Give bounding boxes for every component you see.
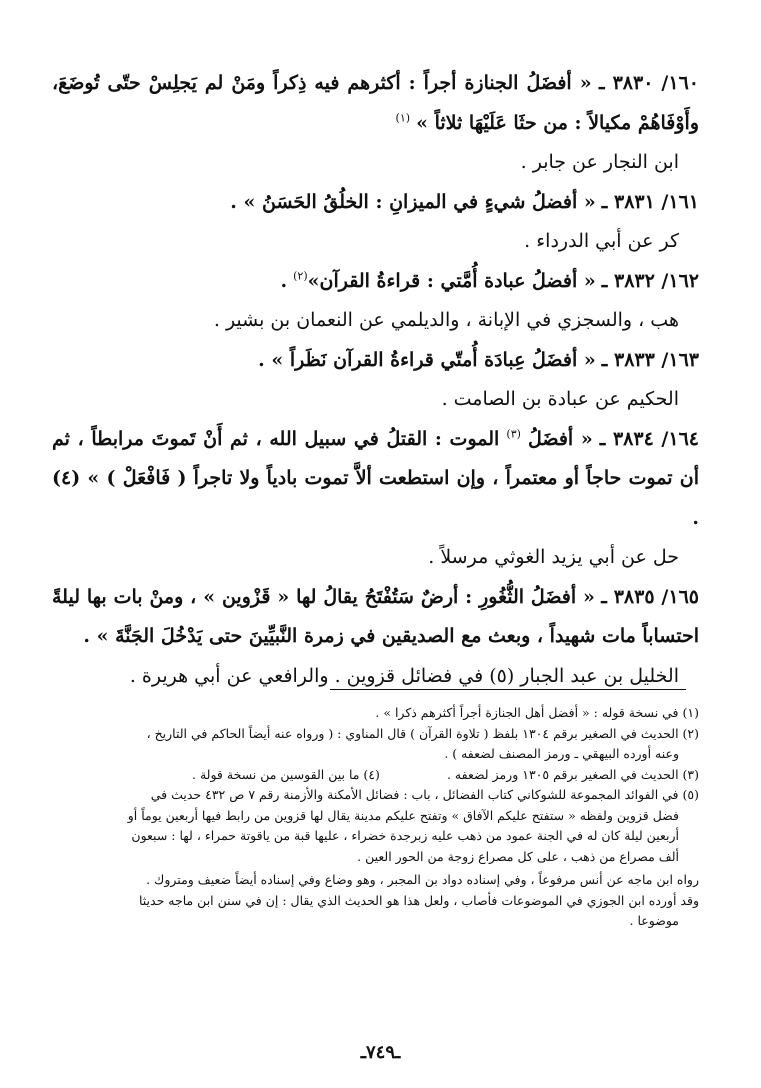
hadith-source: ابن النجار عن جابر . [520,151,679,173]
main-text [52,64,699,696]
footnotes-3-4 [52,765,699,786]
hadith-source: هب ، والسجزي في الإبانة ، والديلمي عن النعمان بن بشير . [213,309,679,331]
hadith-tail: . [280,269,288,292]
hadith-text: « أفضَلُ الثُّغُورِ : أرضٌ سَتُفْتَحُ يقالُ لها « قَزْوين » ، ومنْ بات بها ليلةً احتساباً مات شهيداً ، وبعث مع الصديقين في زمرة النَّبيِّينَ حتى يَدْخُلَ الجَنَّةَ » . [52,585,699,647]
footnote-commentary: وقد أورده ابن الجوزي في الموضوعات فأصاب ، ولعل هذا هو الحديث الذي يقال : إن في سنن ابن ماجه حديثا [138,892,699,908]
footnote-commentary: موضوعا . [629,913,679,928]
hadith-entry [52,341,699,381]
footnote-2-continued: وعنه أورده البيهقي ـ ورمز المصنف لضعفه ) . [444,746,679,761]
hadith-entry [52,262,699,302]
hadith-source: الخليل بن عبد الجبار (٥) في فضائل قزوين . والرافعي عن أبي هريرة . [129,664,679,687]
hadith-number: ١٦٠/ ٣٨٣٠ ـ [599,72,699,94]
hadith-number: ١٦٥/ ٣٨٣٥ ـ [601,585,700,608]
footnote-commentary: رواه ابن ماجه عن أنس مرفوعاً ، وفي إسناده دواد بن المجبر ، وهو وضاع وفي إسناده أيضاً ضعيف ومتروك . [146,872,699,887]
hadith-source: الحكيم عن عبادة بن الصامت . [441,388,679,410]
footnote-ref: (١) [395,111,411,125]
footnote-divider [330,689,686,690]
hadith-number: ١٦١/ ٣٨٣١ ـ [601,190,699,213]
hadith-text: « أفضَلُ الجنازة أجراً : أكثرهم فيه ذِكراً ومَنْ لم يَجلِسْ حتّى تُوضَعَ، وأَوْفَاهُمْ مكيالاً : من حثَا عَلَيْهَا ثلاثاً » [52,72,699,134]
hadith-entry [52,420,699,539]
footnote-ref: (٣) [506,427,521,441]
hadith-source: كر عن أبي الدرداء . [524,230,679,252]
hadith-text: « أفضَلُ عِبادَة أُمتّي قراءةُ القرآن نَظَراً » . [258,348,596,371]
footnote-3: (٣) الحديث في الصغير برقم ١٣٠٥ ورمز لضعفه . [446,766,699,782]
footnote-5: (٥) في الفوائد المجموعة للشوكاني كتاب الفضائل ، باب : فضائل الأمكنة والأزمنة رقم ٧ ص ٤٣٢ حديث في [150,787,699,802]
footnote-2: (٢) الحديث في الصغير برقم ١٣٠٤ بلفظ ( تلاوة القرآن ) قال المناوي : ( ورواه عنه أيضاً الحاكم في التاريخ ، [146,725,699,741]
hadith-entry [52,64,699,143]
page-number: ـ٧٤٩ـ [360,1042,401,1063]
footnote-5-continued: ألف مصراع من ذهب ، على كل مصراع زوجة من الحور العين . [357,848,679,864]
footnotes [52,703,699,932]
hadith-tail: الموت : القتلُ في سبيل الله ، ثم أَنْ تَموتَ مرابطاً ، ثم أن تموت حاجاً أو معتمراً ، وإن استطعت ألاَّ تموت بادياً ولا تاجراً ( فَافْعَلْ ) » (٤) . [52,427,699,529]
hadith-entry [52,183,699,223]
footnote-4: (٤) ما بين القوسين من نسخة قولة . [192,766,380,782]
hadith-text: « أفضَلُ [527,427,593,450]
hadith-number: ١٦٣/ ٣٨٣٣ ـ [601,348,699,371]
footnote-5-continued: أربعين ليلة كان له في الجنة عمود من ذهب عليه زبرجدة خضراء ، عليها قبة من ياقوتة حمراء ، لها : سبعون [131,828,679,843]
hadith-number: ١٦٢/ ٣٨٣٢ ـ [601,269,699,292]
footnote-5-continued: فضل قزوين ولفظه « ستفتح عليكم الآفاق » وتفتح عليكم مدينة يقال لها قزوين من رابط فيها أربعين يوماً أو [127,807,679,823]
footnote-1: (١) في نسخة قوله : « أفضل أهل الجنازة أجراً أكثرهم ذكرا » . [375,705,699,720]
hadith-number: ١٦٤/ ٣٨٣٤ ـ [599,427,699,450]
hadith-entry [52,578,699,657]
hadith-text: « أفضلُ شيءٍ في الميزانِ : الخلُقُ الحَسَنُ » . [230,190,596,213]
footnote-ref: (٢) [293,269,308,283]
hadith-source: حل عن أبي يزيد الغوثي مرسلاً . [428,546,679,568]
hadith-text: « أفضلُ عبادة أُمَّتي : قراءةُ القرآن» [307,269,596,292]
